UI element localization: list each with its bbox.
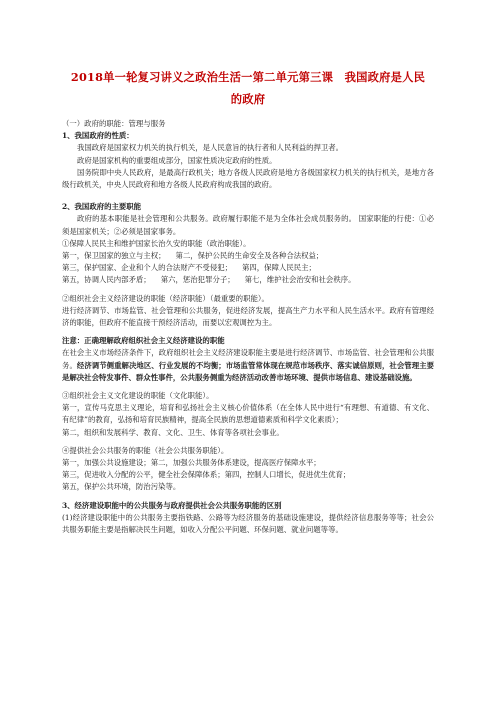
title-line-2: 的政府	[230, 92, 266, 106]
paragraph: 第三，促进收入分配的公平，健全社会保障体系；第四，控制人口增长，促进优生优育；	[62, 470, 351, 480]
paragraph: 国务院即中央人民政府，是最高行政机关；地方各级人民政府是地方各级国家权力机关的执行机关，是地方各级行政机关，中央人民政府和地方各级人民政府构成我国的政府。	[62, 167, 434, 190]
note-text-bold: 经济调节侧重解决地区、行业发展的不均衡；市场监管常体现在规范市场秩序、落实诚信原则，社会管理主要是解决社会特发事件、群众性事件，公共服务侧重为经济活动改善市场环境、提供市场信息、建设基础设施。	[62, 360, 434, 382]
paragraph: 第一，加强公共设施建设；第二，加强公共服务体系建设，提高医疗保障水平；	[62, 458, 321, 468]
paragraph: 政府的基本职能是社会管理和公共服务。政府履行职能不是为全体社会成员服务的。 国家职能的行使：①必须是国家机关；②必须是国家事务。	[62, 214, 434, 236]
paragraph: 政府是国家机构的重要组成部分，国家性质决定政府的性质。	[77, 155, 277, 165]
paragraph: 我国政府是国家权力机关的执行机关，是人民意旨的执行者和人民利益的捍卫者。	[77, 143, 344, 153]
section-heading: （一）政府的职能：管理与服务	[62, 119, 166, 128]
list-row	[62, 262, 434, 274]
paragraph: 第二，组织和发展科学、教育、文化、卫生、体育等各项社会事业。	[62, 427, 284, 437]
title-line-1: 2018单一轮复习讲义之政治生活一第二单元第三课 我国政府是人民	[70, 70, 426, 84]
paragraph: ①保障人民民主和维护国家长治久安的职能（政治职能）。	[62, 238, 251, 248]
list-item: 第七，维护社会治安和社会秩序。	[244, 275, 356, 285]
list-row	[62, 250, 434, 262]
list-item: 第一，保卫国家的独立与主权；	[62, 251, 166, 261]
note-text: 在社会主义市场经济条件下，政府组织社会主义经济建设职能主要是进行经济调节、市场监管、社会管理和公共服务。	[62, 348, 434, 370]
subheading-difference: 3、经济建设职能中的公共服务与政府提供社会公共服务职能的区别	[62, 500, 282, 510]
paragraph: 第一，宣传马克思主义理论，培育和弘扬社会主义核心价值体系（在全体人民中进行“有理想、有道德、有文化、有纪律”的教育，弘扬和培育民族精神，提高全民族的思想道德素质和科学文化素质）；	[62, 403, 434, 425]
document-title	[62, 66, 434, 110]
paragraph: ②组织社会主义经济建设的职能（经济职能）（最重要的职能）。	[62, 293, 269, 303]
list-item: 第四，保障人民民主；	[242, 263, 316, 273]
list-item: 第三，保护国家、企业和个人的合法财产不受侵犯；	[62, 263, 232, 273]
list-row	[62, 274, 434, 286]
note-heading: 注意：正确理解政府组织社会主义经济建设的职能	[62, 336, 225, 346]
paragraph: ④提供社会公共服务的职能（社会公共服务职能）。	[62, 445, 229, 455]
list-item: 第六，惩治犯罪分子；	[160, 275, 235, 285]
paragraph: (1)经济建设职能中的公共服务主要指铁路、公路等为经济服务的基础设施建设，提供经济信息服务等等；社会公共服务职能主要是指解决民生问题，如收入分配公平问题、环保问题、就业问题等等。	[62, 512, 434, 535]
paragraph: ③组织社会主义文化建设的职能（文化职能）。	[62, 391, 214, 401]
subheading-government-nature: 1、我国政府的性质：	[62, 131, 134, 141]
paragraph: 进行经济调节、市场监管、社会管理和公共服务，促进经济发展，提高生产力水平和人民生活水平。政府有管理经济的职能，但政府不能直接干预经济活动，而要以宏观调控为主。	[62, 305, 434, 328]
list-item: 第二，保护公民的生命安全及各种合法权益；	[175, 251, 324, 261]
paragraph: 第五，保护公共环境，防治污染等。	[62, 482, 181, 492]
list-item: 第五，协调人民内部矛盾；	[62, 275, 151, 285]
note-paragraph	[62, 347, 434, 384]
subheading-main-functions: 2、我国政府的主要职能	[62, 202, 142, 212]
